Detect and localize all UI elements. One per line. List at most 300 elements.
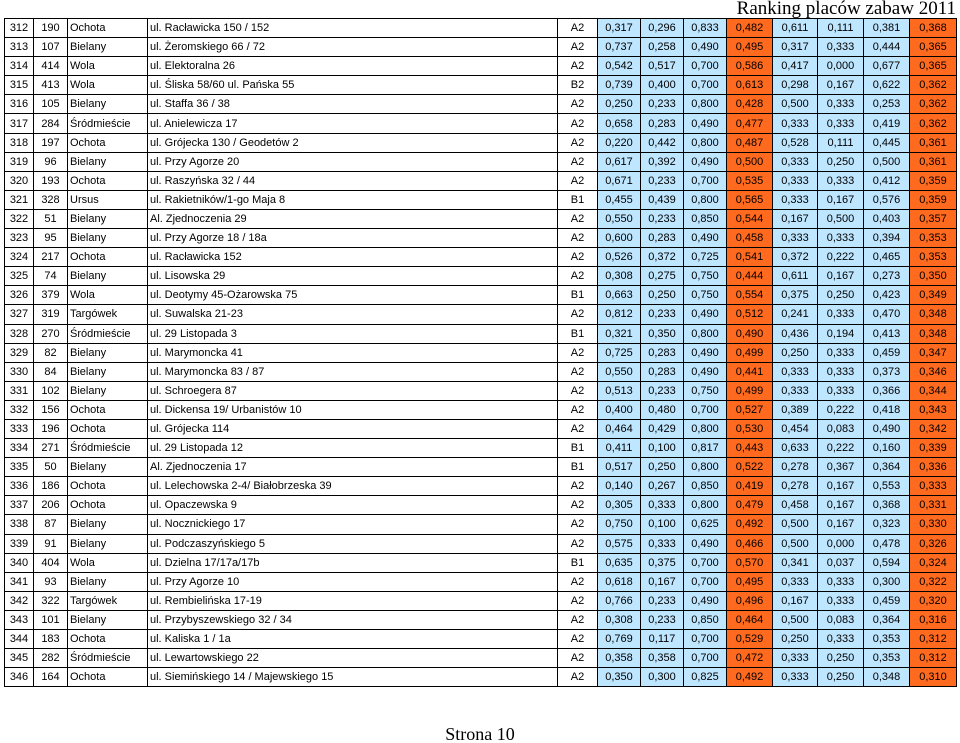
score-3-cell: 0,800 — [684, 419, 727, 438]
address-cell: ul. Elektoralna 26 — [148, 57, 558, 76]
rank-cell: 339 — [5, 534, 34, 553]
rank-cell: 340 — [5, 553, 34, 572]
score-5-cell: 0,528 — [773, 133, 818, 152]
score-4-cell: 0,570 — [727, 553, 773, 572]
score-2-cell: 0,117 — [641, 630, 684, 649]
category-cell: A2 — [558, 610, 598, 629]
rank-cell: 325 — [5, 267, 34, 286]
score-2-cell: 0,358 — [641, 649, 684, 668]
score-4-cell: 0,490 — [727, 324, 773, 343]
score-4-cell: 0,512 — [727, 305, 773, 324]
address-cell: ul. Przy Agorze 20 — [148, 152, 558, 171]
table-body — [5, 19, 957, 687]
rank-cell: 337 — [5, 496, 34, 515]
address-cell: ul. Opaczewska 9 — [148, 496, 558, 515]
score-4-cell: 0,464 — [727, 610, 773, 629]
score-3-cell: 0,490 — [684, 229, 727, 248]
score-1-cell: 0,308 — [598, 610, 641, 629]
score-5-cell: 0,317 — [773, 38, 818, 57]
table-row — [5, 95, 957, 114]
score-1-cell: 0,658 — [598, 114, 641, 133]
rank-cell: 319 — [5, 152, 34, 171]
table-row — [5, 114, 957, 133]
address-cell: ul. Lelechowska 2-4/ Białobrzeska 39 — [148, 477, 558, 496]
score-2-cell: 0,283 — [641, 229, 684, 248]
address-cell: ul. Dzielna 17/17a/17b — [148, 553, 558, 572]
score-7-cell: 0,253 — [864, 95, 910, 114]
score-2-cell: 0,233 — [641, 209, 684, 228]
score-1-cell: 0,725 — [598, 343, 641, 362]
address-cell: ul. Kaliska 1 / 1a — [148, 630, 558, 649]
score-6-cell: 0,167 — [818, 190, 864, 209]
score-6-cell: 0,500 — [818, 209, 864, 228]
score-6-cell: 0,367 — [818, 458, 864, 477]
score-1-cell: 0,766 — [598, 591, 641, 610]
score-4-cell: 0,482 — [727, 19, 773, 38]
id-cell: 84 — [34, 362, 68, 381]
category-cell: B1 — [558, 458, 598, 477]
district-cell: Wola — [68, 286, 148, 305]
id-cell: 156 — [34, 400, 68, 419]
score-5-cell: 0,500 — [773, 95, 818, 114]
rank-cell: 338 — [5, 515, 34, 534]
score-2-cell: 0,167 — [641, 572, 684, 591]
score-1-cell: 0,411 — [598, 439, 641, 458]
district-cell: Bielany — [68, 515, 148, 534]
total-score-cell: 0,359 — [910, 190, 957, 209]
table-row — [5, 152, 957, 171]
table-row — [5, 190, 957, 209]
total-score-cell: 0,312 — [910, 630, 957, 649]
score-5-cell: 0,278 — [773, 458, 818, 477]
score-3-cell: 0,800 — [684, 458, 727, 477]
category-cell: B1 — [558, 324, 598, 343]
score-2-cell: 0,233 — [641, 305, 684, 324]
total-score-cell: 0,326 — [910, 534, 957, 553]
score-5-cell: 0,372 — [773, 248, 818, 267]
score-2-cell: 0,267 — [641, 477, 684, 496]
score-2-cell: 0,283 — [641, 114, 684, 133]
address-cell: ul. Przybyszewskiego 32 / 34 — [148, 610, 558, 629]
score-7-cell: 0,373 — [864, 362, 910, 381]
id-cell: 183 — [34, 630, 68, 649]
score-5-cell: 0,333 — [773, 572, 818, 591]
score-1-cell: 0,305 — [598, 496, 641, 515]
table-row — [5, 458, 957, 477]
score-2-cell: 0,258 — [641, 38, 684, 57]
score-4-cell: 0,479 — [727, 496, 773, 515]
category-cell: B1 — [558, 553, 598, 572]
rank-cell: 331 — [5, 381, 34, 400]
rank-cell: 341 — [5, 572, 34, 591]
table-row — [5, 57, 957, 76]
address-cell: ul. Śliska 58/60 ul. Pańska 55 — [148, 76, 558, 95]
category-cell: A2 — [558, 649, 598, 668]
address-cell: ul. Grójecka 114 — [148, 419, 558, 438]
score-1-cell: 0,517 — [598, 458, 641, 477]
score-7-cell: 0,459 — [864, 591, 910, 610]
score-7-cell: 0,348 — [864, 668, 910, 687]
district-cell: Bielany — [68, 572, 148, 591]
score-2-cell: 0,429 — [641, 419, 684, 438]
total-score-cell: 0,359 — [910, 171, 957, 190]
score-6-cell: 0,000 — [818, 534, 864, 553]
score-7-cell: 0,394 — [864, 229, 910, 248]
table-row — [5, 572, 957, 591]
address-cell: ul. Siemińskiego 14 / Majewskiego 15 — [148, 668, 558, 687]
score-7-cell: 0,364 — [864, 458, 910, 477]
score-4-cell: 0,495 — [727, 38, 773, 57]
rank-cell: 329 — [5, 343, 34, 362]
id-cell: 282 — [34, 649, 68, 668]
score-7-cell: 0,366 — [864, 381, 910, 400]
category-cell: A2 — [558, 57, 598, 76]
id-cell: 404 — [34, 553, 68, 572]
address-cell: ul. Przy Agorze 18 / 18a — [148, 229, 558, 248]
address-cell: ul. Schroegera 87 — [148, 381, 558, 400]
district-cell: Ochota — [68, 419, 148, 438]
total-score-cell: 0,365 — [910, 57, 957, 76]
score-5-cell: 0,500 — [773, 515, 818, 534]
district-cell: Wola — [68, 57, 148, 76]
score-6-cell: 0,083 — [818, 419, 864, 438]
score-4-cell: 0,530 — [727, 419, 773, 438]
category-cell: A2 — [558, 591, 598, 610]
address-cell: ul. Lisowska 29 — [148, 267, 558, 286]
score-4-cell: 0,477 — [727, 114, 773, 133]
score-3-cell: 0,625 — [684, 515, 727, 534]
district-cell: Ochota — [68, 400, 148, 419]
score-1-cell: 0,739 — [598, 76, 641, 95]
score-2-cell: 0,372 — [641, 248, 684, 267]
score-5-cell: 0,417 — [773, 57, 818, 76]
address-cell: ul. 29 Listopada 3 — [148, 324, 558, 343]
id-cell: 107 — [34, 38, 68, 57]
score-2-cell: 0,283 — [641, 343, 684, 362]
table-row — [5, 209, 957, 228]
score-4-cell: 0,499 — [727, 381, 773, 400]
score-3-cell: 0,800 — [684, 496, 727, 515]
score-5-cell: 0,333 — [773, 668, 818, 687]
table-row — [5, 496, 957, 515]
rank-cell: 316 — [5, 95, 34, 114]
score-2-cell: 0,233 — [641, 95, 684, 114]
score-7-cell: 0,403 — [864, 209, 910, 228]
score-4-cell: 0,419 — [727, 477, 773, 496]
score-7-cell: 0,459 — [864, 343, 910, 362]
score-6-cell: 0,333 — [818, 38, 864, 57]
score-2-cell: 0,392 — [641, 152, 684, 171]
score-6-cell: 0,333 — [818, 630, 864, 649]
category-cell: B1 — [558, 286, 598, 305]
category-cell: A2 — [558, 515, 598, 534]
id-cell: 190 — [34, 19, 68, 38]
id-cell: 87 — [34, 515, 68, 534]
score-2-cell: 0,283 — [641, 362, 684, 381]
score-4-cell: 0,527 — [727, 400, 773, 419]
score-2-cell: 0,439 — [641, 190, 684, 209]
score-7-cell: 0,381 — [864, 19, 910, 38]
score-7-cell: 0,478 — [864, 534, 910, 553]
score-1-cell: 0,358 — [598, 649, 641, 668]
address-cell: Al. Zjednoczenia 17 — [148, 458, 558, 477]
rank-cell: 343 — [5, 610, 34, 629]
score-6-cell: 0,333 — [818, 114, 864, 133]
score-1-cell: 0,750 — [598, 515, 641, 534]
score-3-cell: 0,700 — [684, 553, 727, 572]
district-cell: Śródmieście — [68, 649, 148, 668]
address-cell: ul. Nocznickiego 17 — [148, 515, 558, 534]
id-cell: 328 — [34, 190, 68, 209]
rank-cell: 335 — [5, 458, 34, 477]
score-7-cell: 0,445 — [864, 133, 910, 152]
score-5-cell: 0,333 — [773, 362, 818, 381]
score-5-cell: 0,454 — [773, 419, 818, 438]
score-3-cell: 0,700 — [684, 400, 727, 419]
score-2-cell: 0,250 — [641, 458, 684, 477]
category-cell: A2 — [558, 343, 598, 362]
score-1-cell: 0,526 — [598, 248, 641, 267]
district-cell: Ochota — [68, 133, 148, 152]
total-score-cell: 0,362 — [910, 114, 957, 133]
category-cell: B2 — [558, 76, 598, 95]
district-cell: Bielany — [68, 610, 148, 629]
id-cell: 379 — [34, 286, 68, 305]
score-5-cell: 0,333 — [773, 190, 818, 209]
score-2-cell: 0,296 — [641, 19, 684, 38]
table-row — [5, 591, 957, 610]
score-2-cell: 0,400 — [641, 76, 684, 95]
score-4-cell: 0,586 — [727, 57, 773, 76]
address-cell: Al. Zjednoczenia 29 — [148, 209, 558, 228]
total-score-cell: 0,349 — [910, 286, 957, 305]
score-5-cell: 0,389 — [773, 400, 818, 419]
id-cell: 322 — [34, 591, 68, 610]
score-1-cell: 0,321 — [598, 324, 641, 343]
score-1-cell: 0,317 — [598, 19, 641, 38]
category-cell: A2 — [558, 38, 598, 57]
score-7-cell: 0,622 — [864, 76, 910, 95]
score-6-cell: 0,111 — [818, 19, 864, 38]
district-cell: Ochota — [68, 171, 148, 190]
score-7-cell: 0,465 — [864, 248, 910, 267]
id-cell: 217 — [34, 248, 68, 267]
score-7-cell: 0,677 — [864, 57, 910, 76]
address-cell: ul. Żeromskiego 66 / 72 — [148, 38, 558, 57]
rank-cell: 322 — [5, 209, 34, 228]
score-5-cell: 0,458 — [773, 496, 818, 515]
district-cell: Ochota — [68, 19, 148, 38]
score-5-cell: 0,375 — [773, 286, 818, 305]
score-1-cell: 0,400 — [598, 400, 641, 419]
table-row — [5, 305, 957, 324]
address-cell: ul. Staffa 36 / 38 — [148, 95, 558, 114]
score-7-cell: 0,594 — [864, 553, 910, 572]
total-score-cell: 0,346 — [910, 362, 957, 381]
score-5-cell: 0,611 — [773, 267, 818, 286]
category-cell: A2 — [558, 496, 598, 515]
id-cell: 93 — [34, 572, 68, 591]
score-6-cell: 0,333 — [818, 171, 864, 190]
total-score-cell: 0,322 — [910, 572, 957, 591]
score-6-cell: 0,222 — [818, 248, 864, 267]
rank-cell: 334 — [5, 439, 34, 458]
table-row — [5, 553, 957, 572]
score-1-cell: 0,550 — [598, 362, 641, 381]
score-5-cell: 0,633 — [773, 439, 818, 458]
address-cell: ul. Racławicka 152 — [148, 248, 558, 267]
rank-cell: 332 — [5, 400, 34, 419]
score-5-cell: 0,500 — [773, 610, 818, 629]
id-cell: 101 — [34, 610, 68, 629]
score-2-cell: 0,333 — [641, 496, 684, 515]
total-score-cell: 0,368 — [910, 19, 957, 38]
id-cell: 164 — [34, 668, 68, 687]
category-cell: A2 — [558, 419, 598, 438]
score-6-cell: 0,167 — [818, 477, 864, 496]
rank-cell: 318 — [5, 133, 34, 152]
total-score-cell: 0,361 — [910, 133, 957, 152]
score-3-cell: 0,850 — [684, 209, 727, 228]
district-cell: Bielany — [68, 343, 148, 362]
score-4-cell: 0,492 — [727, 515, 773, 534]
id-cell: 414 — [34, 57, 68, 76]
total-score-cell: 0,361 — [910, 152, 957, 171]
score-7-cell: 0,444 — [864, 38, 910, 57]
score-6-cell: 0,037 — [818, 553, 864, 572]
table-row — [5, 515, 957, 534]
address-cell: ul. Przy Agorze 10 — [148, 572, 558, 591]
table-row — [5, 76, 957, 95]
id-cell: 413 — [34, 76, 68, 95]
id-cell: 196 — [34, 419, 68, 438]
score-7-cell: 0,413 — [864, 324, 910, 343]
rank-cell: 346 — [5, 668, 34, 687]
category-cell: A2 — [558, 209, 598, 228]
district-cell: Bielany — [68, 209, 148, 228]
score-4-cell: 0,500 — [727, 152, 773, 171]
id-cell: 50 — [34, 458, 68, 477]
score-3-cell: 0,817 — [684, 439, 727, 458]
score-1-cell: 0,617 — [598, 152, 641, 171]
score-3-cell: 0,700 — [684, 76, 727, 95]
score-1-cell: 0,671 — [598, 171, 641, 190]
score-3-cell: 0,850 — [684, 610, 727, 629]
score-1-cell: 0,455 — [598, 190, 641, 209]
address-cell: ul. Rakietników/1-go Maja 8 — [148, 190, 558, 209]
score-2-cell: 0,233 — [641, 591, 684, 610]
ranking-table — [4, 18, 957, 687]
district-cell: Bielany — [68, 152, 148, 171]
score-7-cell: 0,423 — [864, 286, 910, 305]
score-3-cell: 0,700 — [684, 171, 727, 190]
district-cell: Wola — [68, 76, 148, 95]
address-cell: ul. Deotymy 45-Ożarowska 75 — [148, 286, 558, 305]
total-score-cell: 0,310 — [910, 668, 957, 687]
table-row — [5, 19, 957, 38]
district-cell: Śródmieście — [68, 114, 148, 133]
score-4-cell: 0,472 — [727, 649, 773, 668]
table-row — [5, 229, 957, 248]
district-cell: Ochota — [68, 248, 148, 267]
rank-cell: 314 — [5, 57, 34, 76]
score-3-cell: 0,700 — [684, 57, 727, 76]
category-cell: A2 — [558, 362, 598, 381]
id-cell: 95 — [34, 229, 68, 248]
score-5-cell: 0,298 — [773, 76, 818, 95]
total-score-cell: 0,344 — [910, 381, 957, 400]
score-1-cell: 0,600 — [598, 229, 641, 248]
table-row — [5, 267, 957, 286]
district-cell: Bielany — [68, 458, 148, 477]
score-1-cell: 0,250 — [598, 95, 641, 114]
score-4-cell: 0,495 — [727, 572, 773, 591]
score-4-cell: 0,487 — [727, 133, 773, 152]
rank-cell: 312 — [5, 19, 34, 38]
score-6-cell: 0,111 — [818, 133, 864, 152]
score-1-cell: 0,220 — [598, 133, 641, 152]
score-7-cell: 0,470 — [864, 305, 910, 324]
rank-cell: 345 — [5, 649, 34, 668]
score-2-cell: 0,233 — [641, 171, 684, 190]
score-7-cell: 0,412 — [864, 171, 910, 190]
score-1-cell: 0,618 — [598, 572, 641, 591]
score-5-cell: 0,611 — [773, 19, 818, 38]
total-score-cell: 0,333 — [910, 477, 957, 496]
category-cell: B1 — [558, 190, 598, 209]
table-row — [5, 610, 957, 629]
score-6-cell: 0,194 — [818, 324, 864, 343]
district-cell: Ochota — [68, 630, 148, 649]
table-row — [5, 324, 957, 343]
total-score-cell: 0,348 — [910, 305, 957, 324]
score-4-cell: 0,535 — [727, 171, 773, 190]
score-6-cell: 0,333 — [818, 229, 864, 248]
total-score-cell: 0,312 — [910, 649, 957, 668]
score-7-cell: 0,273 — [864, 267, 910, 286]
score-3-cell: 0,490 — [684, 38, 727, 57]
address-cell: ul. Marymoncka 41 — [148, 343, 558, 362]
score-6-cell: 0,083 — [818, 610, 864, 629]
score-3-cell: 0,490 — [684, 362, 727, 381]
district-cell: Bielany — [68, 534, 148, 553]
district-cell: Wola — [68, 553, 148, 572]
score-6-cell: 0,333 — [818, 591, 864, 610]
score-6-cell: 0,333 — [818, 572, 864, 591]
score-4-cell: 0,458 — [727, 229, 773, 248]
category-cell: A2 — [558, 19, 598, 38]
score-7-cell: 0,353 — [864, 630, 910, 649]
category-cell: B1 — [558, 439, 598, 458]
rank-cell: 315 — [5, 76, 34, 95]
id-cell: 319 — [34, 305, 68, 324]
score-1-cell: 0,635 — [598, 553, 641, 572]
score-4-cell: 0,444 — [727, 267, 773, 286]
score-3-cell: 0,700 — [684, 649, 727, 668]
total-score-cell: 0,350 — [910, 267, 957, 286]
score-2-cell: 0,100 — [641, 439, 684, 458]
table-row — [5, 439, 957, 458]
category-cell: A2 — [558, 305, 598, 324]
score-6-cell: 0,167 — [818, 267, 864, 286]
address-cell: ul. Dickensa 19/ Urbanistów 10 — [148, 400, 558, 419]
table-row — [5, 171, 957, 190]
total-score-cell: 0,348 — [910, 324, 957, 343]
score-4-cell: 0,541 — [727, 248, 773, 267]
table-row — [5, 630, 957, 649]
district-cell: Śródmieście — [68, 324, 148, 343]
total-score-cell: 0,365 — [910, 38, 957, 57]
